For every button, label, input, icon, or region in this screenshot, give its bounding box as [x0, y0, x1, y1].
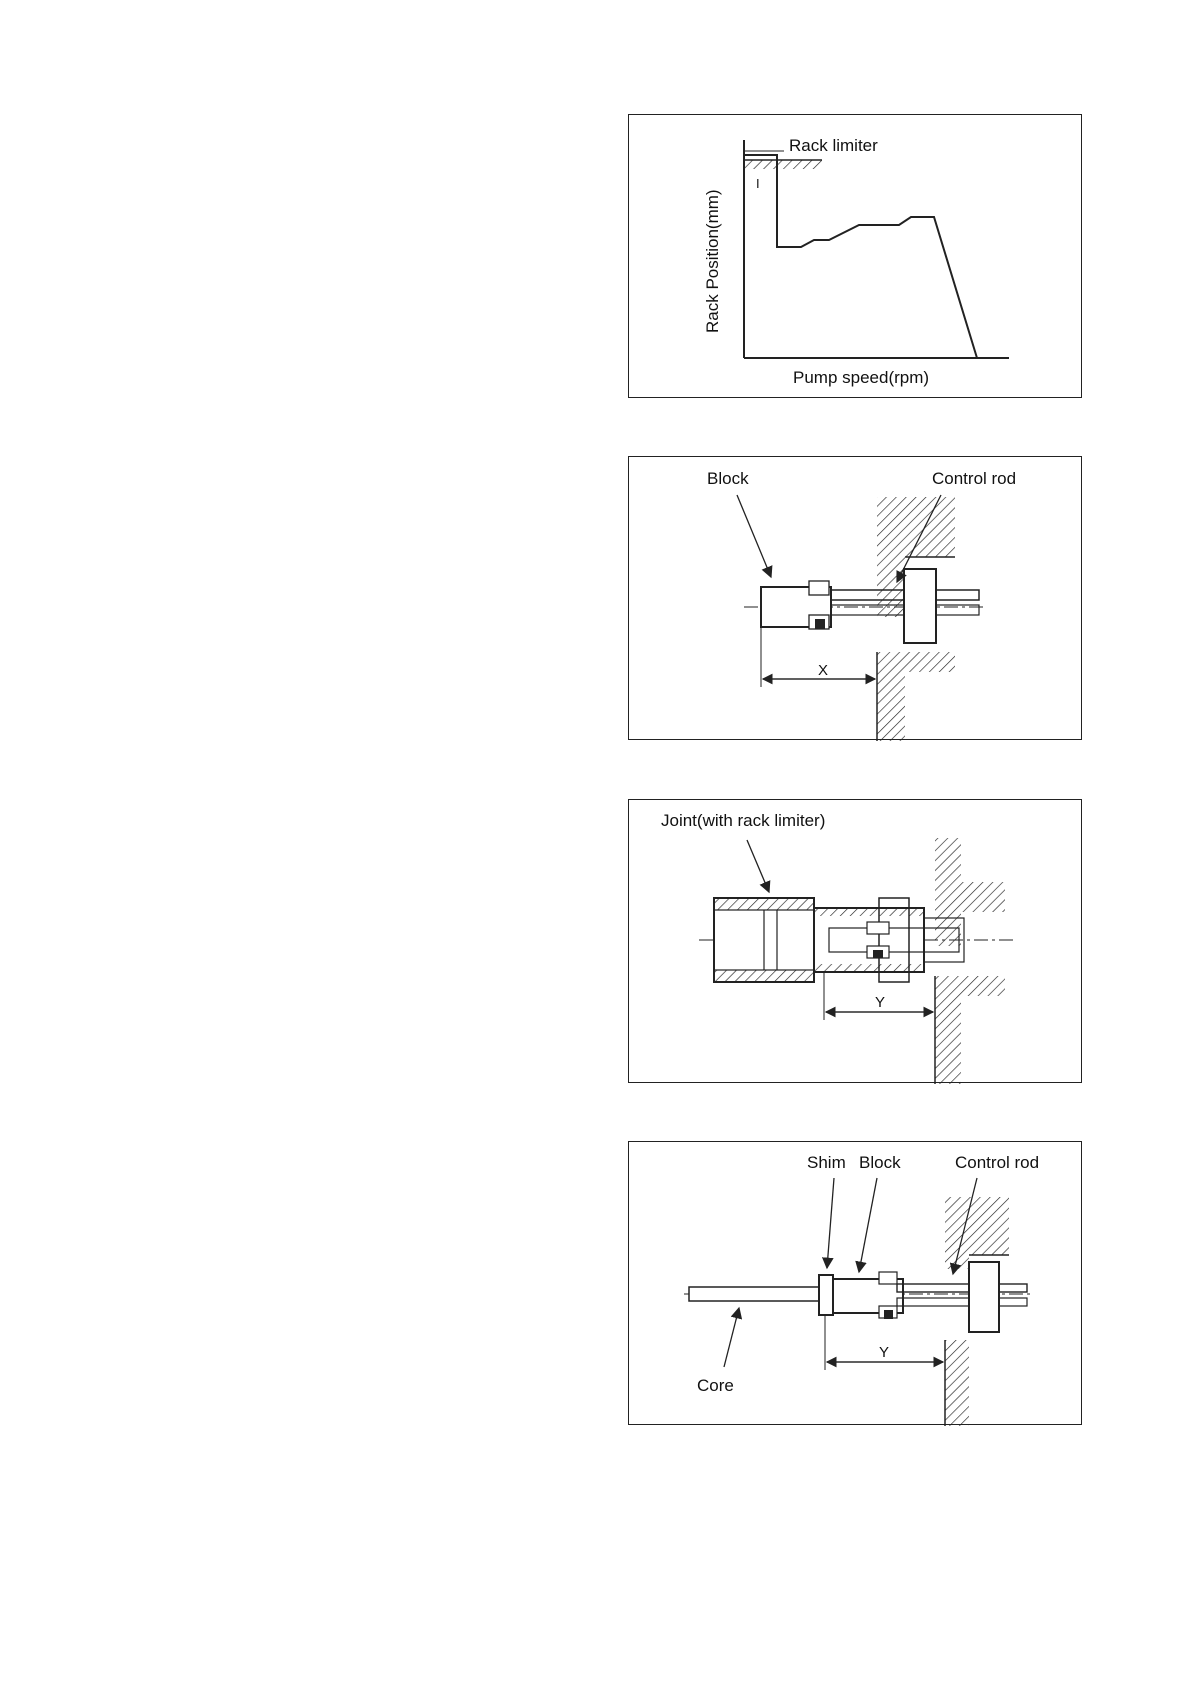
- joint-drawing: [629, 800, 1083, 1084]
- rack-limiter-hatch: [744, 160, 822, 169]
- block-label: Block: [859, 1153, 901, 1172]
- control-rod-label: Control rod: [955, 1153, 1040, 1172]
- rack-limiter-label: Rack limiter: [789, 136, 878, 155]
- housing-wall-lower: [945, 1340, 969, 1426]
- dimension-x-label: X: [818, 662, 829, 679]
- y-axis-label: Rack Position(mm): [703, 189, 722, 333]
- rack-position-curve: [744, 155, 977, 358]
- control-rod-label: Control rod: [932, 469, 1017, 488]
- housing-wall-lower: [935, 976, 961, 1084]
- housing-wall-lower: [877, 652, 905, 741]
- control-rod: [897, 1284, 1027, 1292]
- core: [689, 1287, 819, 1301]
- block-measurement-diagram: [628, 456, 1082, 740]
- housing-wall-upper: [877, 497, 905, 617]
- shim: [819, 1275, 833, 1315]
- dimension-y-label: Y: [879, 1344, 890, 1361]
- block-drawing: [629, 457, 1083, 741]
- x-axis-label: Pump speed(rpm): [793, 368, 930, 387]
- marker-label: I: [756, 176, 760, 191]
- dimension-y-label: Y: [875, 994, 886, 1011]
- housing-wall-upper: [935, 838, 961, 946]
- rack-limiter-sleeve: [814, 908, 924, 972]
- rack-position-diagram: [628, 114, 1082, 398]
- joint-label: Joint(with rack limiter): [661, 811, 826, 830]
- rod-collar: [904, 569, 936, 643]
- rod-collar: [969, 1262, 999, 1332]
- rack-curve-drawing: [629, 115, 1083, 399]
- core-label: Core: [697, 1376, 734, 1395]
- block-label: Block: [707, 469, 749, 488]
- shim-label: Shim: [807, 1153, 846, 1172]
- joint-rack-limiter-diagram: [628, 799, 1082, 1083]
- shim-core-diagram: [628, 1141, 1082, 1425]
